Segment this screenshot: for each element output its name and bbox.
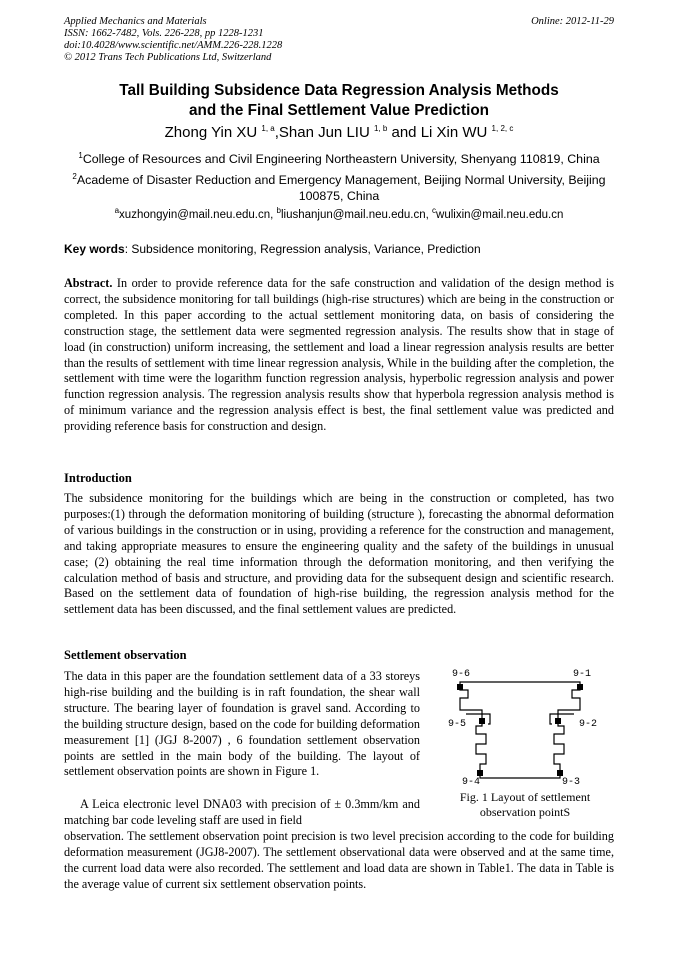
email-b: liushanjun@mail.neu.edu.cn, (280, 209, 429, 221)
author-line (40, 123, 638, 143)
marker-9-3 (557, 770, 563, 776)
affiliation-2 (40, 172, 638, 204)
marker-9-5 (479, 718, 485, 724)
affiliation-2-line-2: 100875, China (298, 189, 380, 203)
top-outline (460, 682, 580, 686)
email-a-sup: a (114, 206, 120, 216)
settlement-point-layout-diagram (436, 664, 616, 790)
abstract-label: Abstract. (64, 276, 113, 290)
keywords (64, 241, 614, 257)
bottom-outline (480, 774, 560, 778)
figure-1 (436, 664, 616, 790)
author-2-sup: 1, b (373, 124, 388, 133)
point-label-9-2: 9-2 (579, 719, 598, 730)
introduction-heading: Introduction (64, 471, 132, 485)
figure-1-caption (430, 790, 620, 820)
author-1-sup: 1, a (261, 124, 275, 133)
right-lower-wall (554, 708, 580, 774)
keywords-label: Key words (64, 242, 125, 256)
author-1: Zhong Yin XU (164, 124, 258, 141)
title-line-2: and the Final Settlement Value Prediction (188, 102, 490, 119)
author-3: Li Xin WU (420, 124, 488, 141)
email-c-sup: c (432, 206, 437, 216)
right-inner-wall (550, 714, 574, 724)
figure-caption-line-2: observation pointS (479, 805, 571, 819)
abstract (64, 276, 614, 435)
marker-9-1 (577, 684, 583, 690)
settlement-paragraph-1: The data in this paper are the foundation settlement data of a 33 storeys high-rise building and the building is in raft foundation, the shear wall structure. The bearing layer of foundation is gravel sand. According to the building structure design, based on the code for building deformation measurement [1] (JGJ 8-2007) , 6 foundation settlement observation points are settled in the main body of the building. The layout of settlement observation points are shown in Figure 1. (64, 669, 420, 779)
online-date: Online: 2012-11-29 (531, 16, 614, 27)
email-line (40, 207, 638, 223)
point-label-9-5: 9-5 (448, 719, 467, 730)
issn-line: ISSN: 1662-7482, Vols. 226-228, pp 1228-1231 (64, 28, 264, 39)
point-label-9-3: 9-3 (562, 777, 581, 788)
affiliation-2-line-1: Academe of Disaster Reduction and Emergency Management, Beijing Normal University, Beijing (76, 173, 606, 187)
marker-9-2 (555, 718, 561, 724)
copyright-line: © 2012 Trans Tech Publications Ltd, Switzerland (64, 52, 272, 63)
author-and: and (391, 124, 417, 141)
point-label-9-6: 9-6 (452, 669, 471, 680)
affiliation-2-sup: 2 (72, 171, 77, 181)
marker-9-6 (457, 684, 463, 690)
point-label-9-4: 9-4 (462, 777, 481, 788)
settlement-paragraph-2-rest: observation. The settlement observation point precision is two level precision according to the code for building deformation measurement (JGJ8-2007). The settlement observational data were observed and at the same time, the current load data were also recorded. The settlement and load data are shown in Table1. The data in Table is the average value of current six settlement observation points. (64, 829, 614, 891)
marker-9-4 (477, 770, 483, 776)
author-separator: , (274, 124, 279, 141)
affiliation-1 (40, 151, 638, 167)
email-b-sup: b (276, 206, 281, 216)
doi-line: doi:10.4028/www.scientific.net/AMM.226-228.1228 (64, 40, 283, 51)
paper-title (40, 81, 638, 121)
figure-caption-line-1: Fig. 1 Layout of settlement (459, 790, 591, 804)
settlement-heading: Settlement observation (64, 648, 187, 662)
title-line-1: Tall Building Subsidence Data Regression Analysis Methods (119, 82, 559, 99)
email-a: xuzhongyin@mail.neu.edu.cn, (119, 209, 274, 221)
email-c: wulixin@mail.neu.edu.cn (436, 209, 564, 221)
left-lower-wall (460, 708, 486, 774)
left-inner-wall (466, 714, 490, 724)
running-header (64, 16, 282, 64)
point-label-9-1: 9-1 (573, 669, 592, 680)
keywords-text: : Subsidence monitoring, Regression analysis, Variance, Prediction (124, 242, 481, 256)
abstract-text: In order to provide reference data for the safe construction and validation of the design method is correct, the subsidence monitoring for tall buildings (high-rise structures) which are being in the construction or completed. In this paper according to the actual settlement monitoring data, on basis of considering the construction stage, the settlement data were segmented regression analysis. The results show that in stage of load (in construction) uniform increasing, the settlement and load a linear regression analysis results are better than the results of settlement with time linear regression analysis, While in the building after the completion, the settlement with time were the logarithm function regression analysis, hyperbolic regression analysis and power function regression analysis. The regression analysis results show that hyperbola regression analysis method is of minimum variance and the regression analysis effect is best, the final settlement value was predicted and providing reference basis for construction and design. (64, 276, 615, 434)
author-2: Shan Jun LIU (278, 124, 370, 141)
author-3-sup: 1, 2, c (491, 124, 514, 133)
introduction-text: The subsidence monitoring for the buildings which are being in the construction or completed, has two purposes:(1) through the deformation monitoring of building (structure ), forecasting the abnormal deformation of various buildings in the construction or in using, providing a reference for the construction and management, and taking appropriate measures to ensure the engineering quality and the safety of the buildings in unusual case; (2) obtaining the real time information through the deformation monitoring, and then verifying the calculation method of basis and structure, and providing data for the subsequent design and scientific research. Based on the settlement data of foundation of high-rise building, the regression analysis method for the settlement data has been discussed, and the final settlement values are predicted. (64, 491, 614, 617)
affiliation-1-text: College of Resources and Civil Engineering Northeastern University, Shenyang 110819, China (82, 152, 600, 166)
affiliation-1-sup: 1 (78, 150, 83, 160)
settlement-paragraph-2-start: A Leica electronic level DNA03 with precision of ± 0.3mm/km and matching bar code leveling staff are used in field (64, 797, 420, 827)
journal-name: Applied Mechanics and Materials (64, 16, 207, 27)
